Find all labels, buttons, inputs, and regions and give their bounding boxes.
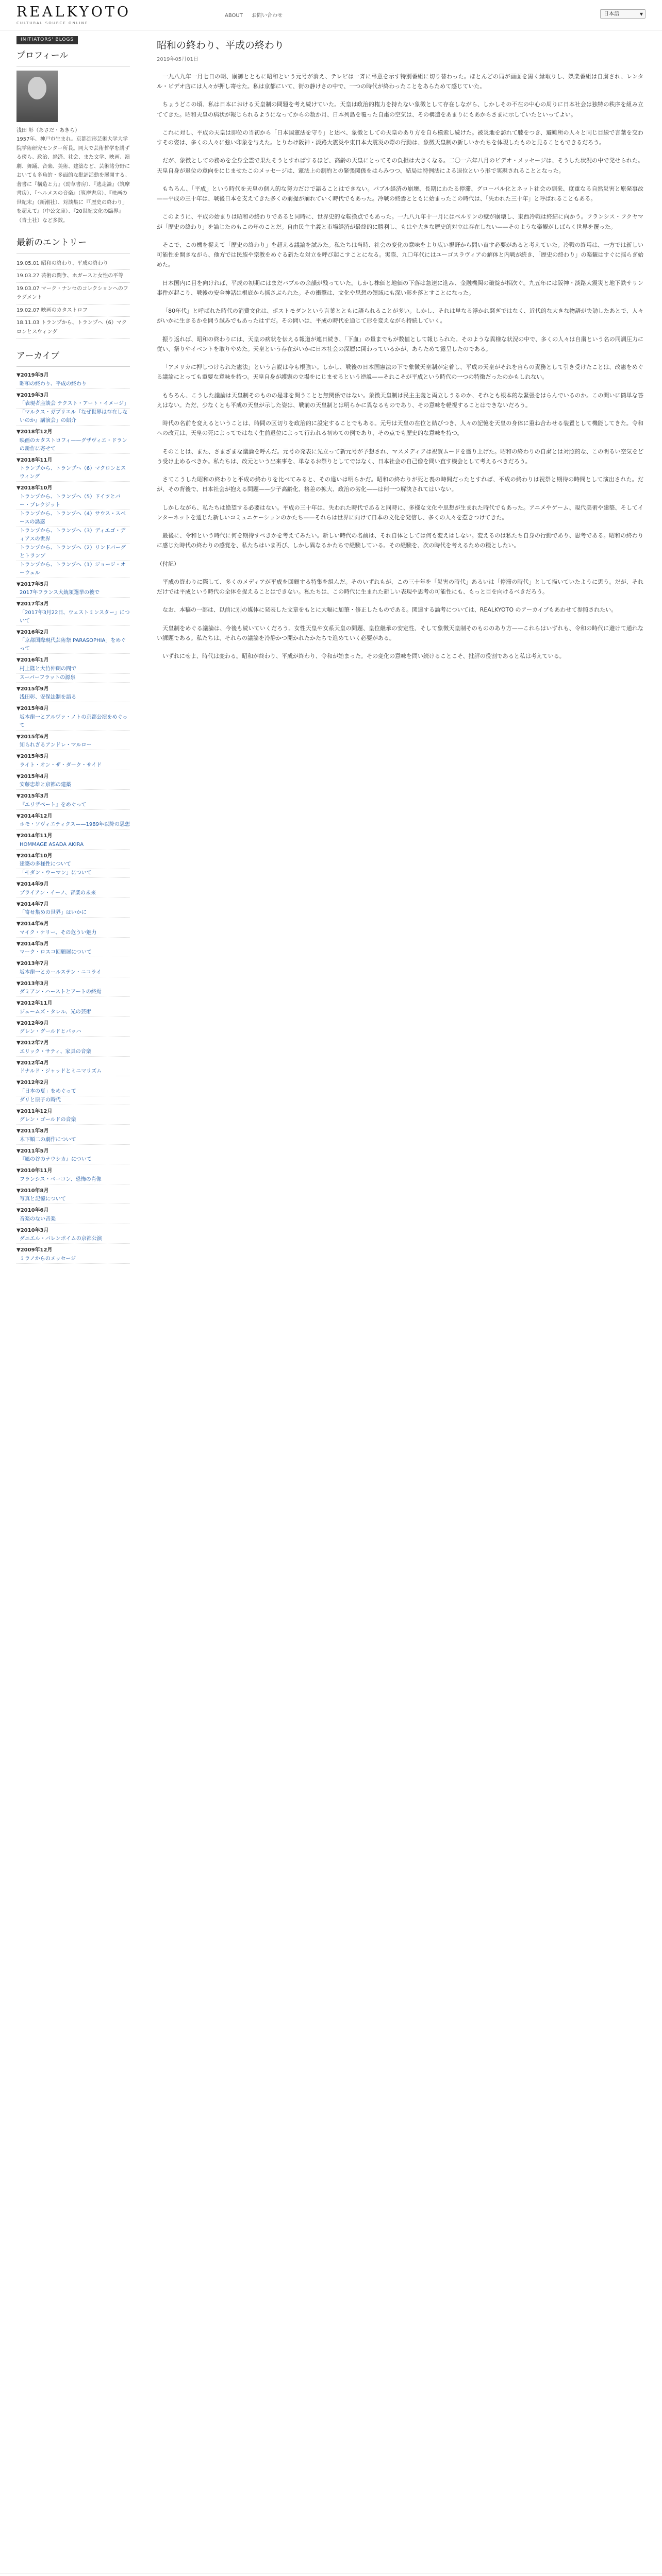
archive-link[interactable]: 坂本龍一とカールステン・ニコライ (16, 969, 130, 977)
post-paragraph: 最後に、令和という時代に何を期待すべきかを考えてみたい。新しい時代の名前は、それ自体としては何も変えはしない。変えるのは私たち自身の行動であり、思考である。昭和の終わりに感じた時代の終わりの感覚を、私たちはいま再び、しかし異なるかたちで経験している。その経験を、次の時代を考えるための糧としたい。 (157, 532, 643, 549)
archive-link[interactable]: ブライアン・イーノ、音楽の未来 (16, 889, 130, 898)
archive-link[interactable]: 「寄せ集めの世界」はいかに (16, 909, 130, 918)
archive-month[interactable]: ▼2011年5月 (16, 1148, 49, 1154)
archive-month[interactable]: ▼2014年11月 (16, 833, 53, 839)
archive-month[interactable]: ▼2014年9月 (16, 882, 49, 887)
post-paragraph: このように、平成の始まりは昭和の終わりであると同時に、世界史的な転換点でもあった。一九八九年十一月にはベルリンの壁が崩壊し、東西冷戦は終結に向かう。フランシス・フクヤマが「歴史の終わり」を論じたのもこの年のことだ。自由民主主義と市場経済が最終的に勝利し、もはや大きな歴史的対立は存在しない——そのような楽観がしばらく世界を覆った。 (157, 213, 643, 230)
entries-heading: 最新のエントリー (16, 235, 130, 253)
post-paragraph: さてこうした昭和の終わりと平成の終わりを比べてみると、その違いは明らかだ。昭和の終わりが死と喪の時間だったとすれば、平成の終わりは祝祭と期待の時間として演出された。だが、その背後で、日本社会が抱える問題——少子高齢化、格差の拡大、政治の劣化——は何一つ解決されてはいない。 (157, 476, 643, 493)
archive-link[interactable]: スーパーフラットの源泉 (16, 674, 130, 683)
archive-link[interactable]: トランプから、トランプへ（6）マクロンとスウィング (16, 465, 130, 482)
profile-name: 浅田 彰（あさだ・あきら） (16, 127, 80, 133)
archive-link[interactable]: 坂本龍一とアルヴァ・ノトの京都公演をめぐって (16, 714, 130, 731)
archive-month[interactable]: ▼2015年4月 (16, 773, 49, 779)
chevron-down-icon: ▼ (639, 12, 643, 16)
logo-subtitle: CULTURAL SOURCE ONLINE (16, 21, 89, 25)
archive-link[interactable]: トランプから、トランプへ（3）ディエゴ・ディアスの世界 (16, 527, 130, 544)
archive-month[interactable]: ▼2019年5月 (16, 372, 49, 378)
archive-month[interactable]: ▼2014年10月 (16, 853, 53, 859)
archive-month[interactable]: ▼2012年4月 (16, 1060, 49, 1066)
archive-link[interactable]: マーク・ロスコ回顧展について (16, 948, 130, 957)
archive-month[interactable]: ▼2012年7月 (16, 1040, 49, 1046)
archive-month[interactable]: ▼2012年11月 (16, 1001, 53, 1006)
post-paragraph: 「アメリカに押しつけられた憲法」という言説は今も根強い。しかし、戦後の日本国憲法の下で象徴天皇制が定着し、平成の天皇がそれを自らの責務として引き受けたことは、改憲をめぐる議論にとっても重要な意味を持つ。天皇自身が護憲の立場をにじませるという逆説——それこそが平成という時代の一つの特徴だったのかもしれない。 (157, 364, 643, 381)
archive-month[interactable]: ▼2017年5月 (16, 581, 49, 587)
archive-link[interactable]: 浅田彰、安保法制を語る (16, 693, 130, 702)
archive-link[interactable]: ドナルド・ジャッドとミニマリズム (16, 1067, 130, 1076)
archive-link[interactable]: 「マルクス・ガブリエル『なぜ世界は存在しないのか』講演会」の紹介 (16, 409, 130, 426)
author-photo (16, 71, 58, 122)
archive-link[interactable]: ダニエル・バレンボイムの京都公演 (16, 1235, 130, 1244)
archive-link[interactable]: ホモ・ソヴィエティクス——1989年以降の思想 (16, 821, 130, 829)
archive-month[interactable]: ▼2016年1月 (16, 657, 49, 663)
profile-bio: 1957年、神戸市生まれ。京都造形芸術大学大学院学術研究センター所長。同大で芸術哲学を講ずる傍ら、政治、経済、社会、また文学、映画、演劇、舞踊、音楽、美術、建築など、芸術諸分野においても多角的・多面的な批評活動を展開する。 (16, 137, 130, 178)
site-logo[interactable] (16, 4, 131, 26)
archive-link[interactable]: エリック・サティ、家具の音楽 (16, 1048, 130, 1057)
archive-link[interactable]: ミラノからのメッセージ (16, 1255, 130, 1264)
archive-link[interactable]: 「表現者座談会 テクスト・アート・イメージ」 (16, 400, 130, 409)
archive-link[interactable]: マイク・ケリー、その危うい魅力 (16, 929, 130, 938)
post-paragraph: （付記） (157, 560, 179, 567)
archive-month[interactable]: ▼2015年3月 (16, 793, 49, 799)
main-content (157, 34, 643, 669)
archive-month[interactable]: ▼2013年7月 (16, 961, 49, 967)
entry-link[interactable]: 19.03.27 芸術の闘争、ホガースと女性の平等 (16, 270, 130, 283)
archive-link[interactable]: ジェームズ・タレル、光の芸術 (16, 1008, 130, 1017)
archive-month[interactable]: ▼2010年8月 (16, 1188, 49, 1194)
archive-link[interactable]: ダリと原子の時代 (16, 1096, 130, 1105)
archive-link[interactable]: トランプから、トランプへ（5）ドイツとバー・ブレクジット (16, 493, 130, 510)
archive-link[interactable]: グレン・グールドとバッハ (16, 1028, 130, 1037)
archive-month[interactable]: ▼2013年3月 (16, 980, 49, 987)
archive-month[interactable]: ▼2018年12月 (16, 429, 53, 435)
archive-month[interactable]: ▼2011年8月 (16, 1128, 49, 1134)
entry-link[interactable]: 19.03.07 マーク・ナンセのコレクションへのフラグメント (16, 283, 130, 304)
archive-month[interactable]: ▼2017年3月 (16, 601, 49, 607)
post-paragraph: 時代の名前を変えるということは、時間の区切りを政治的に設定することでもある。元号は天皇の在位と結びつき、人々の記憶を天皇の身体に重ね合わせる装置として機能してきた。令和への改元は、天皇の死によってではなく生前退位によって行われる初めての例であり、その点でも歴史的な意味を持つ。 (157, 420, 643, 437)
archive-link[interactable]: 写真と記憶について (16, 1195, 130, 1204)
archive-link[interactable]: 村上隆と大竹伸朗の間で (16, 665, 130, 674)
post-paragraph: 振り返れば、昭和の終わりには、天皇の病状を伝える報道が連日続き、「下血」の量までもが数値として報じられた。そのような異様な状況の中で、多くの人々は自粛という名の同調圧力に従い、祭りやイベントを取りやめた。天皇という存在がいかに日本社会の深層に関わっているかが、あらためて露呈したのである。 (157, 335, 643, 352)
archive-link[interactable]: 『風の谷のナウシカ』について (16, 1156, 130, 1164)
archive-link[interactable]: 「モダン・ウーマン」について (16, 869, 130, 878)
archive-link[interactable]: トランプから、トランプへ（4）サウス・スペースの誘惑 (16, 510, 130, 527)
archive-link[interactable]: 「2017年3月22日、ウェストミンスター」について (16, 609, 130, 626)
archive-link[interactable]: 2017年フランス大統領選挙の後で (16, 589, 130, 598)
archive-month[interactable]: ▼2014年6月 (16, 921, 49, 927)
archive-link[interactable]: 安藤忠雄と京都の建築 (16, 781, 130, 790)
post-paragraph: だが、象徴としての務めを全身全霊で果たそうとすればするほど、高齢の天皇にとってその負担は大きくなる。二〇一六年八月のビデオ・メッセージは、そうした状況の中で発せられた。天皇自身が退位の意向をにじませたこのメッセージは、憲法上の制約との緊張関係をはらみつつ、結局は特例法による退位という形で実現されることとなった。 (157, 157, 643, 174)
archive-link[interactable]: 「日本の夏」をめぐって (16, 1088, 130, 1096)
archive-link[interactable]: ダミアン・ハーストとアートの終焉 (16, 988, 130, 997)
nav-contact-link[interactable]: お問い合わせ (252, 13, 283, 19)
post-paragraph: いずれにせよ、時代は変わる。昭和が終わり、平成が終わり、令和が始まった。その変化の意味を問い続けることこそ、批評の役割であると私は考えている。 (162, 653, 565, 659)
post-paragraph: そこで、この機を捉えて「歴史の終わり」を超える議論を試みた。私たちは当時、社会の変化の意味をより広い視野から問い直す必要があると考えていた。冷戦の終焉は、一方では新しい可能性を開きながら、他方では民族や宗教をめぐる新たな対立を呼び起こすことになる。実際、九〇年代にはユーゴスラヴィアの解体と内戦が続き、「歴史の終わり」の楽観はすぐに揺らぎ始めた。 (157, 241, 643, 268)
archive-link[interactable]: 映画のカタストロフィ——グザヴィエ・ドランの新作に寄せて (16, 437, 130, 454)
archive-link[interactable]: 知られざるアンドレ・マルロー (16, 741, 130, 750)
post-paragraph: もちろん、「平成」という時代を天皇の個人的な努力だけで語ることはできない。バブル経済の崩壊、長期にわたる停滞、グローバル化とネット社会の到来、度重なる自然災害と原発事故——平成の三十年は、戦後日本を支えてきた多くの前提が崩れていく時代でもあった。冷戦の終焉とともに始まったこの時代は、「失われた三十年」と呼ばれることもある。 (157, 185, 643, 202)
sidebar (16, 34, 130, 1264)
logo-text: REALKYOTO (16, 4, 131, 20)
entries-list (16, 258, 130, 339)
archive-link[interactable]: フランシス・ベーコン、恐怖の肖像 (16, 1176, 130, 1184)
post-paragraph: 天皇制をめぐる議論は、今後も続いていくだろう。女性天皇や女系天皇の問題、皇位継承の安定性、そして象徴天皇制そのもののあり方——これらはいずれも、令和の時代に避けて通れない課題である。私たちは、それらの議論を冷静かつ開かれたかたちで進めていく必要がある。 (157, 624, 643, 641)
archive-month[interactable]: ▼2015年6月 (16, 734, 49, 740)
archive-month[interactable]: ▼2015年9月 (16, 686, 49, 692)
footer-divider (0, 2573, 662, 2574)
archive-link[interactable]: ライト・オン・ザ・ダーク・サイド (16, 761, 130, 770)
post-paragraph: 一九八九年一月七日の朝、崩御とともに昭和という元号が消え、テレビは一斉に弔意を示す特別番組に切り替わった。ほとんどの局が画面を黒く縁取りし、娯楽番組は自粛され、レンタル・ビデオ店には人々が押し寄せた。私は京都にいて、街の静けさの中で、一つの時代が終わったことをあらためて感じていた。 (157, 73, 643, 90)
archive-month[interactable]: ▼2015年5月 (16, 754, 49, 759)
post-paragraph: これに対し、平成の天皇は即位の当初から「日本国憲法を守り」と述べ、象徴としての天皇のあり方を自ら模索し続けた。被災地を訪れて膝をつき、避難所の人々と同じ目線で言葉を交わすその姿は、多くの人々に強い印象を与えた。とりわけ阪神・淡路大震災や東日本大震災の際の行動は、象徴天皇制の新しいかたちを体現したものと見ることもできるだろう。 (157, 129, 643, 146)
archive-month[interactable]: ▼2014年7月 (16, 901, 49, 907)
post-paragraph: 平成の終わりに際して、多くのメディアが平成を回顧する特集を組んだ。そのいずれもが、この三十年を「災害の時代」あるいは「停滞の時代」として描いていたように思う。だが、それだけでは平成という時代の全体を捉えることはできない。私たちは、この時代に生まれた新しい表現や思考の可能性にも、もっと目を向けるべきだろう。 (157, 578, 643, 595)
archive-month[interactable]: ▼2018年11月 (16, 457, 53, 463)
archive-link[interactable]: 木下順二の劇作について (16, 1136, 130, 1145)
entry-link[interactable]: 18.11.03 トランプから、トランプへ（6）マクロンとスウィング (16, 317, 130, 338)
archive-month[interactable]: ▼2019年3月 (16, 392, 49, 398)
archive-month[interactable]: ▼2010年11月 (16, 1168, 53, 1174)
archive-month[interactable]: ▼2015年8月 (16, 706, 49, 711)
archive-heading: アーカイブ (16, 349, 130, 367)
language-value: 日本語 (604, 11, 619, 17)
archive-month[interactable]: ▼2010年6月 (16, 1208, 49, 1213)
entry-link[interactable]: 19.02.07 映画のカタストロフ (16, 304, 130, 317)
nav-about-link[interactable]: ABOUT (225, 13, 243, 19)
archive-link[interactable]: 音楽のない音楽 (16, 1215, 130, 1224)
post-paragraph: ちょうどこの頃、私は日本における天皇制の問題を考え続けていた。天皇は政治的権力を持たない象徴として存在しながら、しかしその不在の中心の周りに日本社会は独特の秩序を組み立ててきた。昭和天皇の病状が報じられるようになってからの数か月、日本列島を覆った自粛の空気は、その構造をあまりにもあからさまに示していたといってよい。 (157, 101, 643, 118)
archive-list (16, 371, 130, 1264)
archive-month[interactable]: ▼2012年9月 (16, 1020, 49, 1026)
post-date: 2019年05月01日 (157, 57, 198, 63)
archive-month[interactable]: ▼2014年12月 (16, 813, 53, 819)
archive-link[interactable]: 昭和の終わり、平成の終わり (16, 380, 130, 389)
post-paragraph: 「80年代」と呼ばれた時代の消費文化は、ポストモダンという言葉とともに語られることが多い。しかし、それは単なる浮かれ騒ぎではなく、近代的な大きな物語が失効したあとで、人々がいかに生きるかを問う試みでもあったはずだ。その問いは、平成の時代を通じて形を変えながら持続していく。 (157, 308, 643, 325)
post-paragraph: そのことは、また、さまざまな議論を呼んだ。元号の発表に先立って新元号が予想され、マスメディアは祝賀ムードを盛り上げた。昭和の終わりの自粛とは対照的な、この明るい空気をどう受け止めるべきか。私たちは、改元という出来事を、単なるお祭りとしてではなく、日本社会の自己像を問い直す機会として考えるべきだろう。 (157, 448, 643, 465)
archive-link[interactable]: 建築の多様性について (16, 860, 130, 869)
post-paragraph: 日本国内に目を向ければ、平成の初期にはまだバブルの余韻が残っていた。しかし株価と地価の下落は急速に進み、金融機関の破綻が相次ぐ。九五年には阪神・淡路大震災と地下鉄サリン事件が起こり、戦後の安全神話は根底から揺さぶられた。その衝撃は、文化や思想の領域にも深い影を落とすことになった。 (157, 279, 643, 296)
language-select[interactable] (600, 9, 646, 19)
blog-badge[interactable]: INITIATORS' BLOGS (16, 36, 78, 44)
archive-link[interactable]: 『エリザベート』をめぐって (16, 801, 130, 810)
archive-month[interactable]: ▼2009年12月 (16, 1247, 53, 1253)
archive-link[interactable]: HOMMAGE ASADA AKIRA (16, 841, 130, 850)
archive-month[interactable]: ▼2018年10月 (16, 485, 53, 491)
post-paragraph: なお、本稿の一部は、以前に別の媒体に発表した文章をもとに大幅に加筆・修正したものである。関連する論考については、REALKYOTO のアーカイブもあわせて参照されたい。 (162, 606, 617, 614)
profile-books: 著書に『構造と力』（勁草書房）、『逃走論』（筑摩書房）、『ヘルメスの音楽』（筑摩書房）、『映画の世紀末』（新潮社）、対談集に『「歴史の終わり」を超えて』（中公文庫）、『20世紀文化の臨界』（青土社）など多数。 (16, 181, 130, 224)
top-nav (225, 11, 290, 21)
archive-link[interactable]: グレン・ゴールドの音楽 (16, 1116, 130, 1125)
entry-link[interactable]: 19.05.01 昭和の終わり、平成の終わり (16, 258, 130, 270)
post-paragraph: もちろん、こうした議論は天皇制そのものの是非を問うことと無関係ではない。象徴天皇制は民主主義と両立しうるのか、それとも根本的な緊張をはらんでいるのか。この問いに簡単な答えはない。ただ、少なくとも平成の天皇が示した姿は、戦前の天皇制とは明らかに異なるものであり、その意味を軽視することはできないだろう。 (157, 392, 643, 409)
archive-link[interactable]: 「京都国際現代芸術祭 PARASOPHIA」をめぐって (16, 637, 130, 654)
site-header (0, 0, 662, 30)
archive-link[interactable]: トランプから、トランプへ（2）リンドバーグとトランプ (16, 544, 130, 561)
archive-month[interactable]: ▼2011年12月 (16, 1108, 53, 1114)
post-title: 昭和の終わり、平成の終わり (157, 40, 285, 51)
archive-month[interactable]: ▼2012年2月 (16, 1080, 49, 1086)
post-paragraph: しかしながら、私たちは絶望する必要はない。平成の三十年は、失われた時代であると同時に、多様な文化や思想が生まれた時代でもあった。アニメやゲーム、現代美術や建築、そしてインターネットを通じた新しいコミュニケーションのかたち——それらは世界に向けて日本の文化を発信し、多くの人々を惹きつけてきた。 (157, 504, 643, 521)
archive-month[interactable]: ▼2014年5月 (16, 941, 49, 947)
archive-month[interactable]: ▼2010年3月 (16, 1227, 49, 1233)
archive-month[interactable]: ▼2016年2月 (16, 629, 49, 635)
post-body (157, 72, 643, 662)
profile-heading: プロフィール (16, 48, 130, 66)
archive-link[interactable]: トランプから、トランプへ（1）ジョージ・オーウェル (16, 561, 130, 578)
